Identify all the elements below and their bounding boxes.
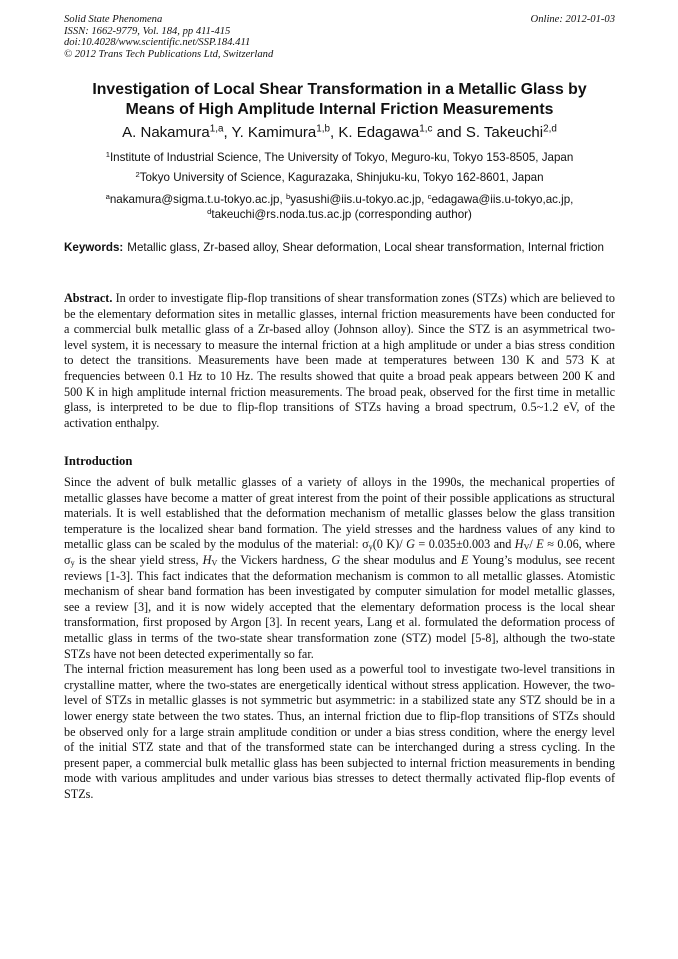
- subscript: y: [70, 558, 75, 568]
- email-b: yasushi@iis.u-tokyo.ac.jp,: [290, 193, 425, 206]
- author-name: S. Takeuchi: [465, 124, 544, 141]
- email-mark: c: [427, 191, 432, 201]
- text-run: (0 K)/: [372, 537, 407, 552]
- email-line-1: [64, 192, 615, 207]
- affiliation-1: [64, 150, 615, 165]
- affiliation-mark: 1: [105, 149, 110, 159]
- affiliation-text: Tokyo University of Science, Kagurazaka, Shinjuku-ku, Tokyo 162-8601, Japan: [139, 171, 544, 184]
- symbol-e: E: [461, 552, 469, 567]
- text-run: Since the advent of bulk metallic glasses of a variety of alloys in the 1990s, the mechanical properties of metallic glasses have become a matter of great interest from the point of their possible applications as structural materials. It is well established that the deformation mechanism of metallic glasses below the glass transition temperature is the localized shear band formation. The yield stresses and the hardness values of any kind to metallic glass can be scaled by the modulus of the material:: [64, 475, 615, 552]
- sigma-symbol: σ: [362, 537, 369, 552]
- symbol-e: E: [536, 537, 544, 552]
- author-affiliation-mark: 1,c: [419, 123, 433, 135]
- email-mark: a: [105, 191, 110, 201]
- author-separator: ,: [223, 124, 232, 141]
- copyright-line: © 2012 Trans Tech Publications Ltd, Switzerland: [64, 48, 274, 60]
- author-name: K. Edagawa: [338, 124, 420, 141]
- online-date: Online: 2012-01-03: [530, 14, 615, 25]
- subscript: V: [211, 558, 218, 568]
- email-d: takeuchi@rs.noda.tus.ac.jp (corresponding author): [211, 208, 472, 221]
- paragraph: The internal friction measurement has long been used as a powerful tool to investigate two-level transitions in crystalline matter, where the two-states are energetically identical without stress application. However, the two-level of STZs in metallic glasses is not symmetric but asymmetric: in a stabilized state any STZ should be in a lower energy state between the two states. Thus, an internal friction due to flip-flop transitions of STZs should be observed only for a large strain amplitude condition or under a bias stress condition, where the energy level of the initial STZ state and that of the transformed state can be interchanged during a stress cycling. In the present paper, a commercial bulk metallic glass has been subjected to internal friction measurements in bending mode with various amplitudes and under various bias stresses to detect thermally activated flip-flop events of STZs.: [64, 662, 615, 801]
- introduction-body: [64, 475, 615, 802]
- author-affiliation-mark: 1,b: [316, 123, 331, 135]
- text-run: the Vickers hardness,: [217, 552, 332, 567]
- abstract-section: [64, 291, 615, 431]
- subscript: V: [523, 542, 530, 552]
- symbol-h: H: [514, 537, 524, 552]
- symbol-g: G: [406, 537, 415, 552]
- text-run: Young’s modulus, see recent reviews [1-3]. This fact indicates that the deformation mechanism is common to all metallic glasses. Atomistic mechanism of shear band formation has been investigated by computer simulation for model metallic glasses, see a review [3], and it is now widely accepted that the elementary deformation process is the local shear transformation, first proposed by Argon [3]. In recent years, Lang et al. formulated the deformation process of metallic glass in terms of the two-state shear transformation zone (STZ) model [5-8], although the two-state STZs have not been detected experimentally so far.: [64, 552, 616, 661]
- email-c: edagawa@iis.u-tokyo,ac.jp,: [431, 193, 574, 206]
- email-a: nakamura@sigma.t.u-tokyo.ac.jp,: [109, 193, 283, 206]
- affiliation-text: Institute of Industrial Science, The University of Tokyo, Meguro-ku, Tokyo 153-8505, Japan: [109, 151, 574, 164]
- subscript: y: [368, 542, 373, 552]
- email-line-2: [64, 207, 615, 222]
- introduction-heading: Introduction: [64, 454, 133, 468]
- author-affiliation-mark: 1,a: [209, 123, 224, 135]
- affiliation-2: [64, 170, 615, 185]
- text-run: ≈ 0.06, where: [543, 537, 615, 552]
- paper-title: [64, 80, 615, 120]
- author-affiliation-mark: 2,d: [543, 123, 557, 135]
- text-run: is the shear yield stress,: [74, 552, 203, 567]
- doi-line: doi:10.4028/www.scientific.net/SSP.184.411: [64, 37, 251, 49]
- author-name: A. Nakamura: [122, 124, 210, 141]
- email-mark: d: [207, 206, 212, 216]
- journal-name: Solid State Phenomena: [64, 14, 163, 25]
- author-name: Y. Kamimura: [231, 124, 317, 141]
- author-separator: ,: [330, 124, 339, 141]
- keywords-label: Keywords:: [64, 241, 124, 254]
- text-run: /: [529, 537, 537, 552]
- keywords-text: Metallic glass, Zr-based alloy, Shear deformation, Local shear transformation, Internal friction: [127, 241, 604, 254]
- text-run: = 0.035±0.003 and: [414, 537, 515, 552]
- author-emails: [64, 192, 615, 222]
- abstract-text: In order to investigate flip-flop transitions of shear transformation zones (STZs) which are believed to be the elementary deformation sites in metallic glasses, internal friction measurements have been conducted for a commercial bulk metallic glass of a Zr-based alloy (Johnson alloy). Since the STZ is an asymmetrical two-level system, it is necessary to measure the internal friction at a high amplitude or under a bias stress condition to detect the transitions. Measurements have been made at temperatures between 130 K and 573 K at frequencies between 0.1 Hz to 10 Hz. The results showed that quite a broad peak appears between 200 K and 500 K in high amplitude internal friction measurements. The broad peak, observed for the first time in metallic glass, is interpreted to be due to flip-flop transitions of STZs having a broad spectrum, 0.5~1.2 eV, of the activation enthalpy.: [64, 291, 615, 430]
- sigma-symbol: σ: [64, 552, 71, 567]
- paragraph: [64, 475, 615, 662]
- symbol-g: G: [331, 552, 341, 567]
- title-line-1: Investigation of Local Shear Transformation in a Metallic Glass by: [92, 81, 587, 98]
- author-separator: and: [432, 124, 466, 141]
- author-list: [64, 124, 615, 142]
- email-mark: b: [285, 191, 291, 201]
- issn-line: ISSN: 1662-9779, Vol. 184, pp 411-415: [64, 25, 231, 37]
- journal-header: [64, 14, 615, 60]
- symbol-h: H: [202, 552, 212, 567]
- title-line-2: Means of High Amplitude Internal Friction Measurements: [125, 101, 554, 118]
- abstract-label: Abstract.: [64, 291, 113, 305]
- keywords-section: [64, 240, 615, 255]
- affiliation-mark: 2: [135, 169, 140, 179]
- text-run: the shear modulus and: [340, 552, 462, 567]
